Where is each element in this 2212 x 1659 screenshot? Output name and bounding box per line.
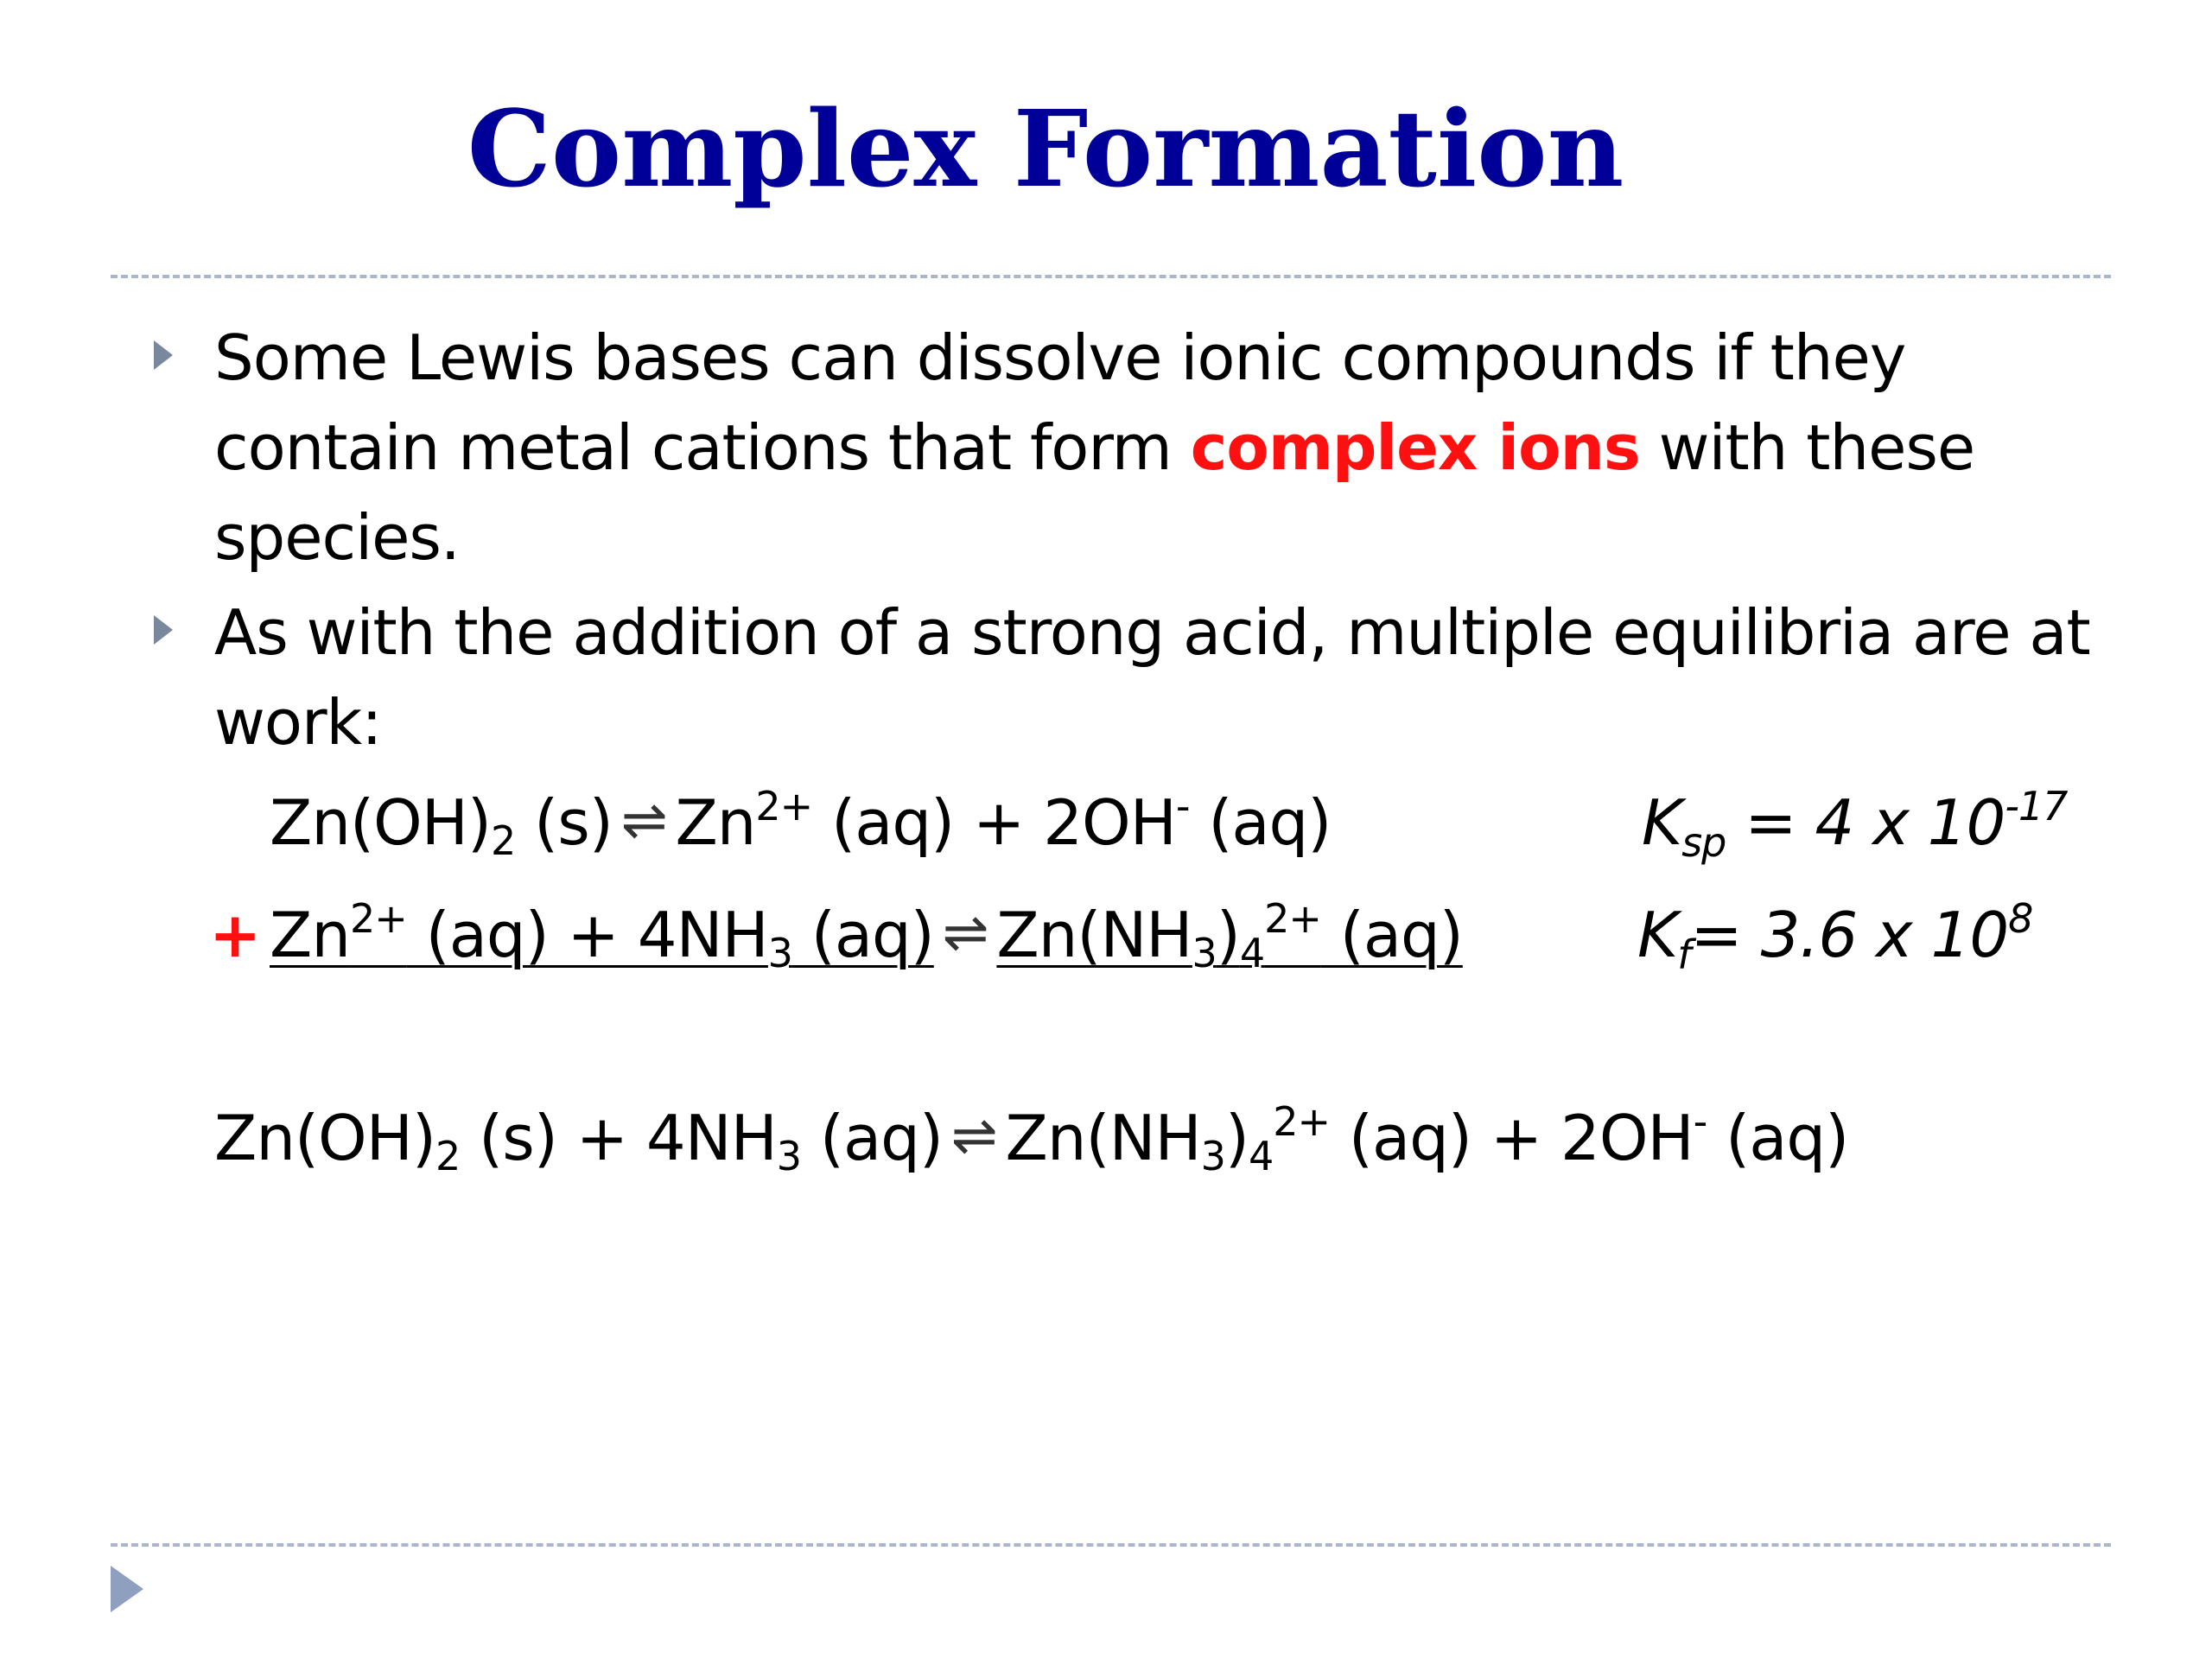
net-equation: $Zn(OH)_2$ $(s) + 4NH_3$ (aq) ⇌ $Zn(NH_3)_4^{2+}$ (aq) + 2OH- (aq) (214, 1098, 1849, 1179)
equilibrium-arrow-icon: ⇌ (620, 789, 667, 853)
equation-1: $Zn(OH)_2$ (s) ⇌ $Zn^{2+}$ (aq) + 2OH- (aq) (270, 783, 1332, 864)
bullet-2-text: As with the addition of a strong acid, multiple equilibria are at work: (214, 596, 2090, 759)
bullet-1-pre: Some Lewis bases can dissolve ionic compounds if they contain metal cations that form (214, 321, 1906, 484)
slide-title: Complex Formation (467, 86, 1624, 211)
bullet-arrow-icon (154, 615, 173, 645)
top-divider (111, 275, 2111, 278)
kf-constant: $K_f= 3.6$ x $10^8$ (1637, 895, 2033, 978)
bullet-1-post: with these species. (214, 411, 1975, 574)
red-plus-sign: + (209, 899, 262, 971)
bottom-divider (111, 1543, 2111, 1547)
complex-ions-highlight: complex ions (1190, 411, 1640, 484)
equilibrium-arrow-icon: ⇌ (950, 1104, 997, 1168)
bullet-arrow-icon (154, 340, 173, 370)
equilibrium-arrow-icon: ⇌ (942, 901, 988, 965)
bullet-1-text (214, 313, 2133, 582)
play-triangle-icon (111, 1566, 143, 1612)
ksp-constant: $K_{sp} = 4$ x $10^{-17}$ (1642, 783, 2068, 866)
equation-2: $Zn^{2+}$ $(aq) + 4NH_3$ (aq) ⇌ $Zn(NH_3)_4^{2+}$ (aq) (270, 895, 1463, 976)
